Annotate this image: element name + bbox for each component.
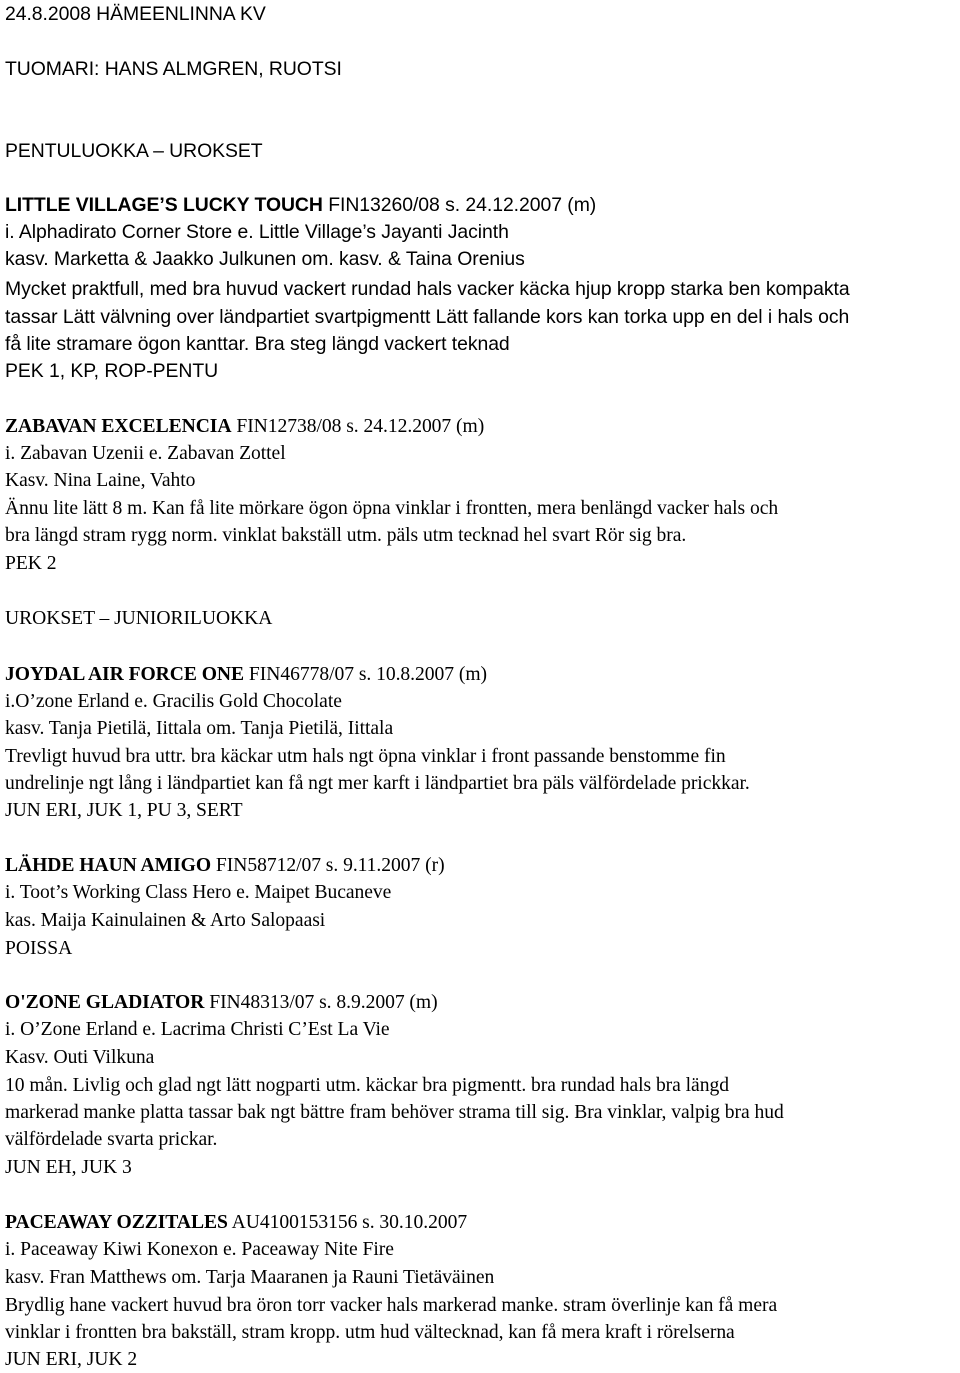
dog-registration: FIN46778/07 s. 10.8.2007 (m) xyxy=(248,664,488,685)
critique-line: vinklar i frontten bra bakställ, stram kropp. utm hud vältecknad, kan få mera kraft i rörelserna xyxy=(5,1322,735,1343)
dog-owner: Kasv. Outi Vilkuna xyxy=(5,1047,155,1068)
show-date-place: 24.8.2008 HÄMEENLINNA KV xyxy=(5,3,266,25)
dog-parents: i.O’zone Erland e. Gracilis Gold Chocolate xyxy=(5,691,342,712)
critique-line: Brydlig hane vackert huvud bra öron torr vacker hals markerad manke. stram överlinje kan få mera xyxy=(5,1295,778,1316)
critique-line: markerad manke platta tassar bak ngt bättre fram behöver strama till sig. Bra vinklar, valpig bra hud xyxy=(5,1102,784,1123)
critique-line: Trevligt huvud bra uttr. bra käckar utm hals ngt öpna vinklar i front passande benstomme fin xyxy=(5,746,726,767)
entry-result: POISSA xyxy=(5,938,73,959)
dog-name: ZABAVAN EXCELENCIA xyxy=(5,416,232,437)
entry-heading xyxy=(5,661,960,688)
dog-owner: kas. Maija Kainulainen & Arto Salopaasi xyxy=(5,910,326,931)
entry-heading xyxy=(5,989,960,1016)
dog-name: LITTLE VILLAGE’S LUCKY TOUCH xyxy=(5,194,323,216)
dog-parents: i. Alphadirato Corner Store e. Little Village’s Jayanti Jacinth xyxy=(5,221,509,243)
entry-heading xyxy=(5,192,960,219)
dog-owner: kasv. Tanja Pietilä, Iittala om. Tanja Pietilä, Iittala xyxy=(5,718,394,739)
entry-heading xyxy=(5,852,960,879)
entry-result: JUN ERI, JUK 2 xyxy=(5,1349,138,1370)
critique-line: välfördelade svarta prickar. xyxy=(5,1129,218,1150)
dog-registration: FIN48313/07 s. 8.9.2007 (m) xyxy=(209,992,438,1013)
entry-heading xyxy=(5,1209,960,1236)
junior-class-title: UROKSET – JUNIORILUOKKA xyxy=(5,608,273,629)
dog-parents: i. O’Zone Erland e. Lacrima Christi C’Est La Vie xyxy=(5,1019,390,1040)
dog-registration: FIN13260/08 s. 24.12.2007 (m) xyxy=(328,194,597,216)
judge-line: TUOMARI: HANS ALMGREN, RUOTSI xyxy=(5,58,342,80)
critique-line: 10 mån. Livlig och glad ngt lätt nogparti utm. käckar bra pigmentt. bra rundad hals bra längd xyxy=(5,1075,729,1096)
entry-result: JUN ERI, JUK 1, PU 3, SERT xyxy=(5,800,243,821)
dog-registration: FIN12738/08 s. 24.12.2007 (m) xyxy=(236,416,485,437)
dog-registration: FIN58712/07 s. 9.11.2007 (r) xyxy=(215,855,445,876)
dog-owner: Kasv. Nina Laine, Vahto xyxy=(5,470,196,491)
critique-line: få lite stramare ögon kanttar. Bra steg längd vackert teknad xyxy=(5,333,510,355)
dog-parents: i. Toot’s Working Class Hero e. Maipet Bucaneve xyxy=(5,882,392,903)
entry-result: JUN EH, JUK 3 xyxy=(5,1157,132,1178)
dog-name: LÄHDE HAUN AMIGO xyxy=(5,855,212,876)
critique-line: bra längd stram rygg norm. vinklat bakställ utm. päls utm tecknad hel svart Rör sig bra. xyxy=(5,525,687,546)
critique-line: Ännu lite lätt 8 m. Kan få lite mörkare ögon öpna vinklar i frontten, mera benlängd vacker hals och xyxy=(5,498,779,519)
dog-registration: AU4100153156 s. 30.10.2007 xyxy=(231,1212,468,1233)
entry-result: PEK 1, KP, ROP-PENTU xyxy=(5,360,219,382)
entry-result: PEK 2 xyxy=(5,553,57,574)
dog-parents: i. Paceaway Kiwi Konexon e. Paceaway Nite Fire xyxy=(5,1239,394,1260)
dog-owner: kasv. Marketta & Jaakko Julkunen om. kasv. & Taina Orenius xyxy=(5,248,525,270)
dog-name: PACEAWAY OZZITALES xyxy=(5,1212,228,1233)
dog-name: O'ZONE GLADIATOR xyxy=(5,992,205,1013)
critique-line: tassar Lätt välvning over ländpartiet svartpigmentt Lätt fallande kors kan torka upp en del i hals och xyxy=(5,306,850,328)
dog-owner: kasv. Fran Matthews om. Tarja Maaranen ja Rauni Tietäväinen xyxy=(5,1267,495,1288)
critique-line: undrelinje ngt lång i ländpartiet kan få ngt mer karft i ländpartiet bra päls välfördelade prickkar. xyxy=(5,773,750,794)
class-title: PENTULUOKKA – UROKSET xyxy=(5,140,263,162)
dog-name: JOYDAL AIR FORCE ONE xyxy=(5,664,245,685)
entry-heading xyxy=(5,413,960,440)
critique-line: Mycket praktfull, med bra huvud vackert rundad hals vacker käcka hjup kropp starka ben kompakta xyxy=(5,278,850,300)
dog-parents: i. Zabavan Uzenii e. Zabavan Zottel xyxy=(5,443,286,464)
